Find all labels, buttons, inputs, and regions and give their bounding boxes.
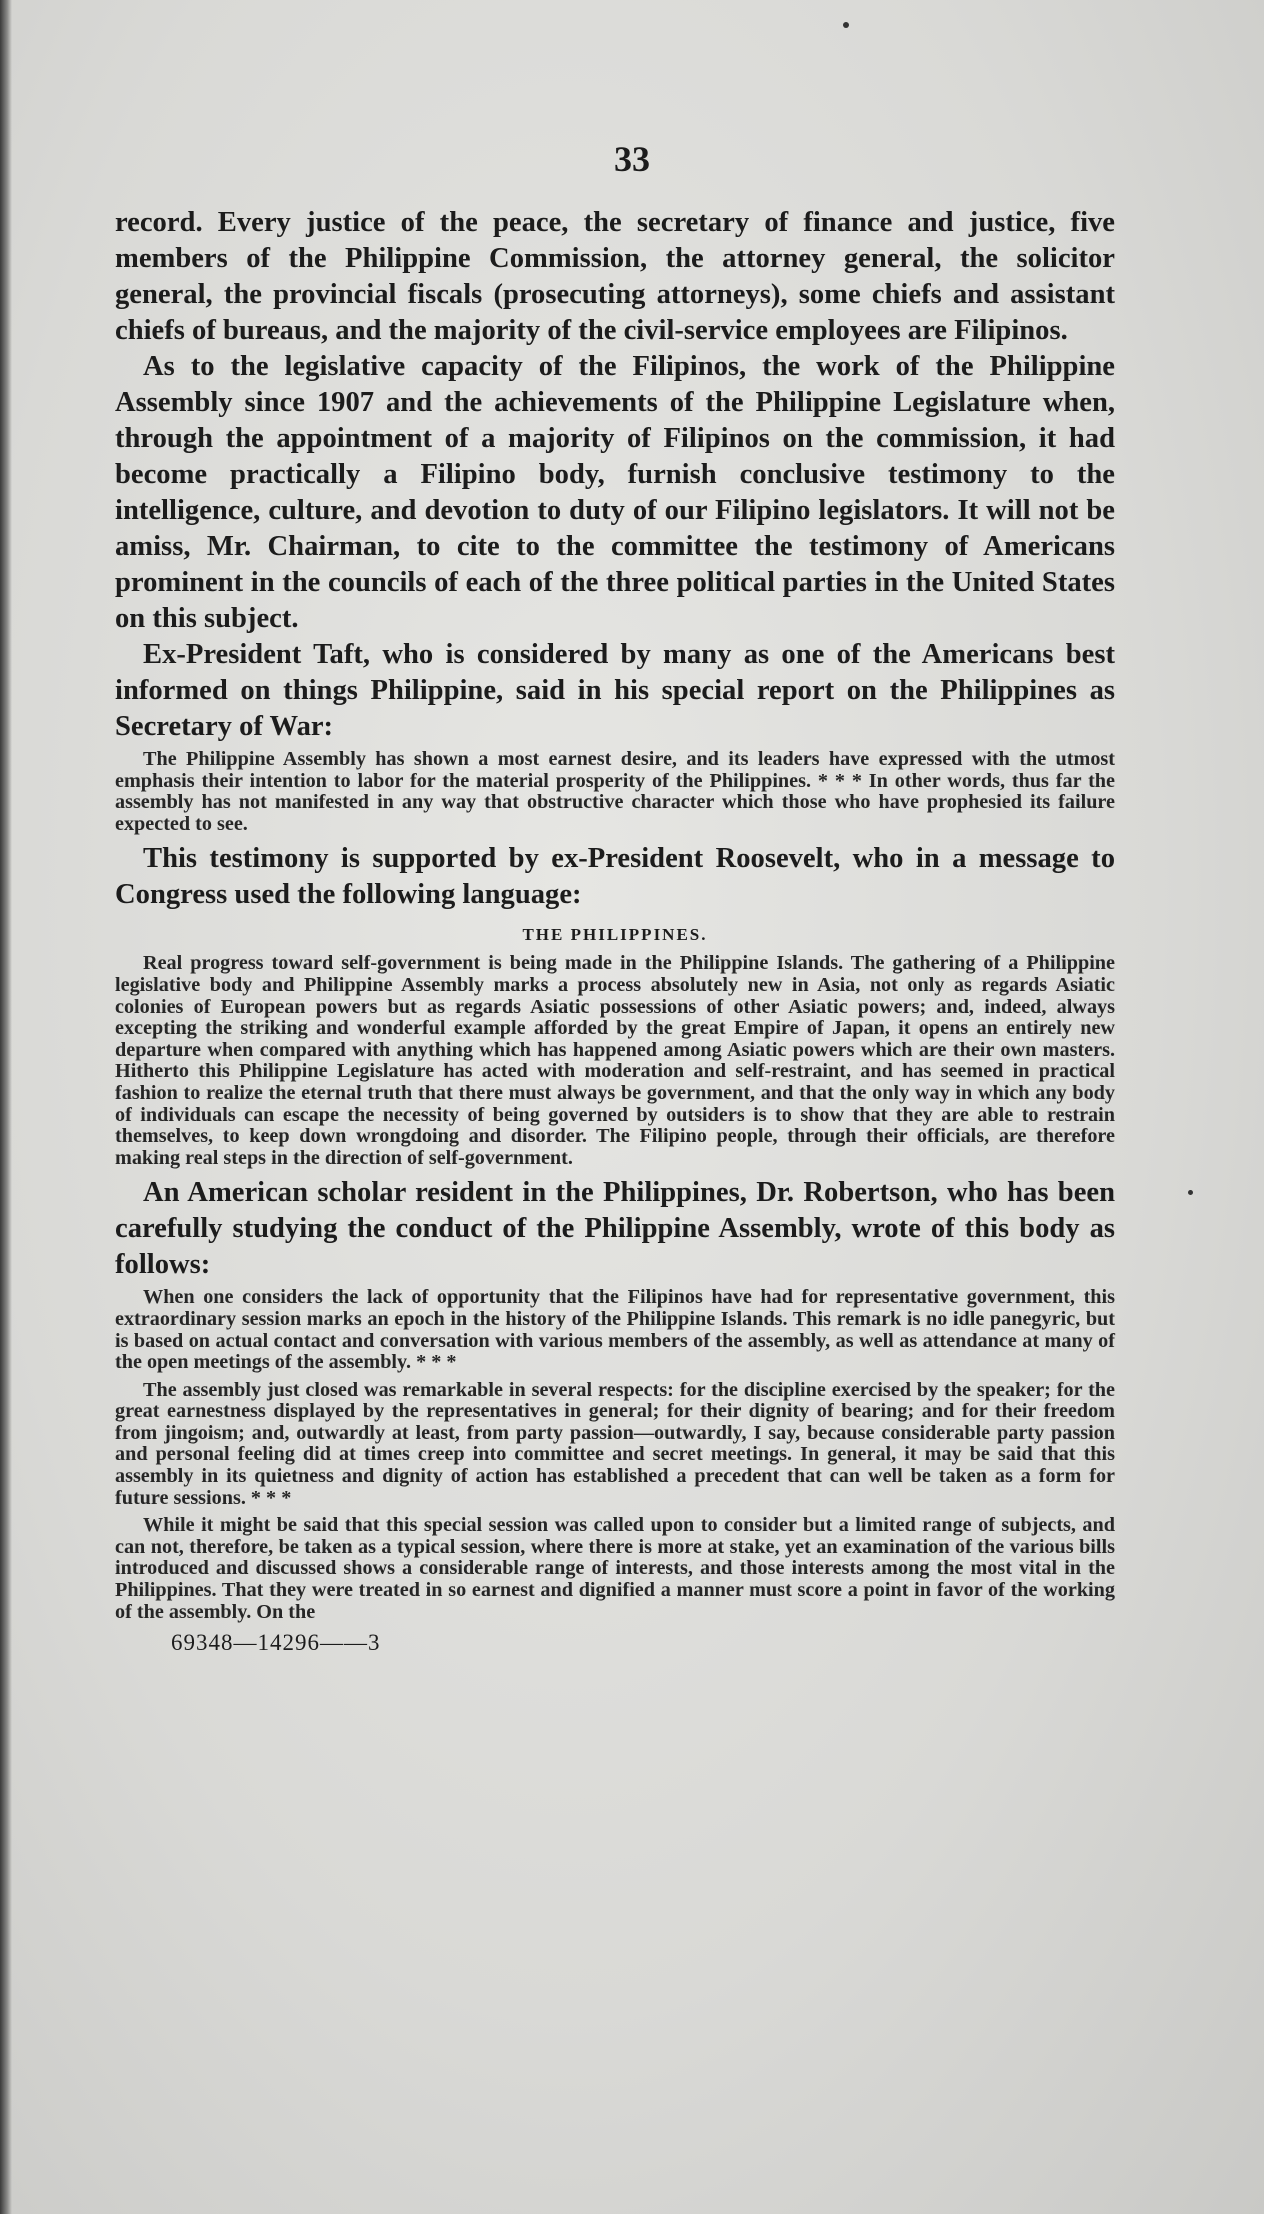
quote-robertson-part-3: While it might be said that this special session was called upon to consider but a limited range of subjects, and can not, therefore, be taken as a typical session, where there is more at stake, yet an examination of the various bills introduced and discussed shows a considerable range of interests, and those interests among the most vital in the Philippines. That they were treated in so earnest and dignified a manner must score a point in favor of the working of the assembly. On the	[115, 1514, 1115, 1623]
page-number: 33	[614, 139, 650, 179]
ink-speck	[1188, 1190, 1193, 1195]
paragraph-record: record. Every justice of the peace, the secretary of finance and justice, five members of the Philippine Commission, the attorney general, the solicitor general, the provincial fiscals (prosecuting attorneys), some chiefs and assistant chiefs of bureaus, and the majority of the civil-service employees are Filipinos.	[115, 207, 1115, 346]
paragraph-legislative-capacity: As to the legislative capacity of the Filipinos, the work of the Philippine Assembly since 1907 and the achievements of the Philippine Legislature when, through the appointment of a majority of Filipinos on the commission, it had become practically a Filipino body, furnish conclusive testimony to the intelligence, culture, and devotion to duty of our Filipino legislators. It will not be amiss, Mr. Chairman, to cite to the committee the testimony of Americans prominent in the councils of each of the three political parties in the United States on this subject.	[115, 351, 1115, 634]
paragraph-robertson-intro: An American scholar resident in the Philippines, Dr. Robertson, who has been carefully studying the conduct of the Philippine Assembly, wrote of this body as follows:	[115, 1177, 1115, 1281]
body-text	[115, 205, 1115, 1657]
page-binding-edge	[0, 0, 12, 2214]
quote-roosevelt: Real progress toward self-government is being made in the Philippine Islands. The gathering of a Philippine legislative body and Philippine Assembly marks a process absolutely new in Asia, not only as regards Asiatic colonies of European powers but as regards Asiatic possessions of other Asiatic powers; and, indeed, always excepting the striking and wonderful example afforded by the great Empire of Japan, it opens an entirely new departure when compared with anything which has happened among Asiatic powers which are their own masters. Hitherto this Philippine Legislature has acted with moderation and self-restraint, and has seemed in practical fashion to realize the eternal truth that there must always be government, and that the only way in which any body of individuals can escape the necessity of being governed by outsiders is to show that they are able to restrain themselves, to keep down wrongdoing and disorder. The Filipino people, through their officials, are therefore making real steps in the direction of self-government.	[115, 952, 1115, 1169]
quote-robertson-part-2: The assembly just closed was remarkable in several respects: for the discipline exercised by the speaker; for the great earnestness displayed by the representatives in general; for their dignity of bearing; and for their freedom from jingoism; and, outwardly at least, from party passion—outwardly, I say, because considerable party passion and personal feeling did at times creep into committee and secret meetings. In general, it may be said that this assembly in its quietness and dignity of action has established a precedent that can well be taken as a form for future sessions. * * *	[115, 1378, 1115, 1509]
quote-taft: The Philippine Assembly has shown a most earnest desire, and its leaders have expressed with the utmost emphasis their intention to labor for the material prosperity of the Philippines. * * * In other words, thus far the assembly has not manifested in any way that obstructive character which those who have prophesied its failure expected to see.	[115, 748, 1115, 835]
ink-speck	[843, 22, 849, 28]
quote-heading: THE PHILIPPINES.	[522, 925, 708, 945]
printer-code: 69348—14296——3	[171, 1630, 381, 1656]
paragraph-roosevelt-intro: This testimony is supported by ex-President Roosevelt, who in a message to Congress used the following language:	[115, 843, 1115, 911]
quote-robertson-part-1: When one considers the lack of opportunity that the Filipinos have had for representative government, this extraordinary session marks an epoch in the history of the Philippine Islands. This remark is no idle panegyric, but is based on actual contact and conversation with various members of the assembly, as well as attendance at many of the open meetings of the assembly. * * *	[115, 1286, 1115, 1374]
paragraph-taft-intro: Ex-President Taft, who is considered by many as one of the Americans best informed on things Philippine, said in his special report on the Philippines as Secretary of War:	[115, 639, 1115, 742]
